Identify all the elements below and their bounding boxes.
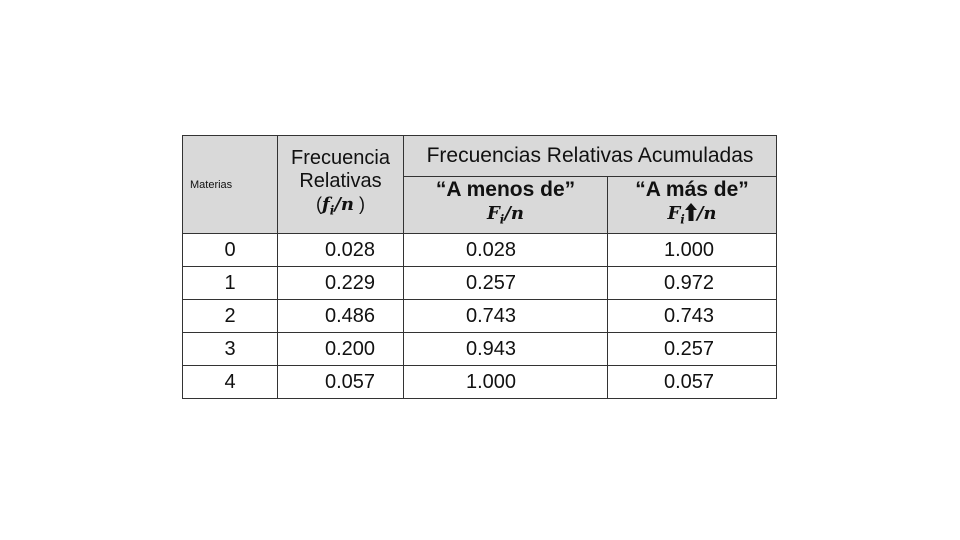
cell-frecuencia-relativa: 0.028	[278, 234, 404, 267]
cell-a-menos-de: 1.000	[404, 366, 608, 399]
cell-materias: 2	[183, 300, 278, 333]
cell-materias: 0	[183, 234, 278, 267]
formula-Fi-over-n-more	[608, 202, 776, 232]
cell-materias: 1	[183, 267, 278, 300]
formula-rest: /n	[334, 193, 354, 215]
cell-a-menos-de: 0.743	[404, 300, 608, 333]
cell-frecuencia-relativa: 0.200	[278, 333, 404, 366]
cell-a-mas-de: 0.057	[608, 366, 777, 399]
header-a-mas-de-label: “A más de”	[635, 178, 749, 202]
cell-a-menos-de: 0.028	[404, 234, 608, 267]
formula-sub: i	[499, 212, 505, 227]
table-row	[183, 366, 777, 399]
table-row	[183, 333, 777, 366]
table-body	[183, 234, 777, 399]
header-frecuencia-line2: Relativas	[299, 169, 382, 192]
formula-rest: /n	[696, 203, 717, 225]
formula-fi-over-n	[316, 193, 365, 218]
cell-materias: 4	[183, 366, 278, 399]
formula-sub: i	[329, 203, 335, 218]
cell-a-menos-de: 0.257	[404, 267, 608, 300]
formula-var: F	[486, 203, 500, 225]
cell-a-mas-de: 0.972	[608, 267, 777, 300]
cell-a-mas-de: 1.000	[608, 234, 777, 267]
header-a-menos-de-label: “A menos de”	[435, 178, 576, 202]
cell-frecuencia-relativa: 0.229	[278, 267, 404, 300]
table-row	[183, 234, 777, 267]
cell-a-mas-de: 0.257	[608, 333, 777, 366]
formula-open-paren: (	[316, 193, 322, 214]
formula-rest: /n	[504, 203, 524, 225]
up-arrow-icon	[685, 203, 697, 221]
formula-var: F	[667, 203, 681, 225]
cell-frecuencia-relativa: 0.486	[278, 300, 404, 333]
formula-Fi-over-n-less	[404, 202, 607, 232]
header-frecuencia-relativas	[278, 136, 404, 234]
formula-sub: i	[680, 212, 685, 227]
header-frecuencias-relativas-acumuladas: Frecuencias Relativas Acumuladas	[404, 136, 777, 177]
header-a-mas-de	[608, 177, 777, 234]
frequency-table-container	[182, 135, 776, 406]
formula-close-paren: )	[353, 193, 365, 214]
relative-frequency-table	[182, 135, 777, 399]
cell-a-menos-de: 0.943	[404, 333, 608, 366]
table-row	[183, 300, 777, 333]
formula-var: f	[322, 193, 330, 215]
cell-materias: 3	[183, 333, 278, 366]
cell-a-mas-de: 0.743	[608, 300, 777, 333]
table-header	[183, 136, 777, 234]
cell-frecuencia-relativa: 0.057	[278, 366, 404, 399]
table-row	[183, 267, 777, 300]
header-frecuencia-line1: Frecuencia	[291, 146, 390, 169]
header-materias: Materias	[183, 136, 278, 234]
header-a-menos-de	[404, 177, 608, 234]
